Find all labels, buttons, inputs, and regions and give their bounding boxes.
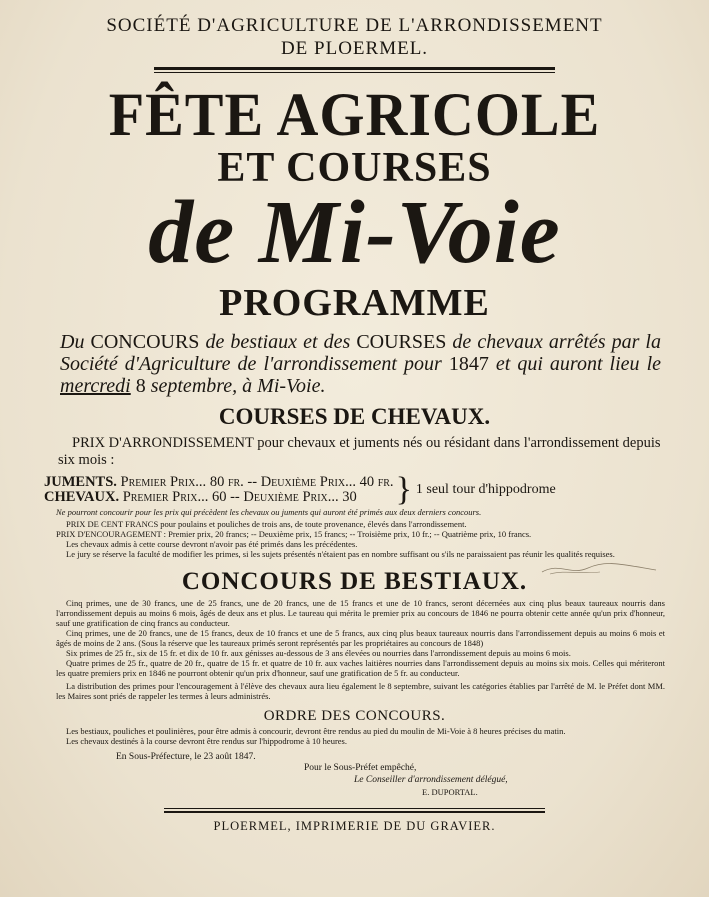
intro-year: 1847: [448, 353, 489, 375]
prix-value: 40 fr.: [355, 474, 394, 490]
concours-details: [56, 598, 665, 701]
ordre-details: [56, 726, 665, 746]
courses-details: [56, 519, 665, 559]
intro-day: mercredi: [60, 375, 131, 397]
prix-lines: [44, 475, 394, 505]
intro-paragraph: [60, 331, 661, 397]
society-line-1: SOCIÉTÉ D'AGRICULTURE DE L'ARRONDISSEMENT: [106, 15, 603, 36]
courses-note: Ne pourront concourir pour les prix qui précèdent les chevaux ou juments qui auront été primés aux deux derniers concours.: [56, 507, 482, 517]
intro-date: 8: [130, 375, 151, 397]
society-line-2: DE PLOERMEL.: [280, 38, 429, 59]
society-heading: [44, 14, 665, 60]
prix-value: 80 fr. --: [206, 474, 261, 490]
courses-admis: Les chevaux admis à cette course devront n'avoir pas été primés dans les précédentes.: [66, 539, 358, 549]
brace: }: [395, 471, 412, 508]
title-et-courses: ET COURSES: [217, 145, 492, 191]
prix-label: Premier Prix...: [122, 489, 209, 505]
concours-p2: Cinq primes, une de 20 francs, une de 15 francs, deux de 10 francs et une de 5 francs, aux cinq plus beaux taureaux nourris dans l'arrondissement depuis au moins 6 mois et âgés de moins de 2 ans. (Sous la réserve que les taureaux primés seront représentés par les propriétaires au concours de 1848): [56, 628, 665, 648]
prix-value: 30: [338, 489, 357, 505]
ordre-p2: Les chevaux destinés à la course devront être rendus sur l'hippodrome à 10 heures.: [66, 736, 347, 746]
courses-heading: COURSES DE CHEVAUX.: [218, 404, 491, 429]
ordre-heading: ORDRE DES CONCOURS.: [263, 708, 446, 724]
title-mi-voie: de Mi-Voie: [148, 183, 561, 282]
prix-cent-francs: PRIX DE CENT FRANCS pour poulains et pouliches de trois ans, de toute provenance, élevés dans l'arrondissement.: [66, 519, 467, 529]
footer-rule: [164, 808, 545, 809]
prix-value: 60 --: [208, 489, 244, 505]
signature-name: E. DUPORTAL.: [422, 787, 478, 797]
prix-row-chevaux: [44, 490, 394, 505]
intro-part-4: et qui auront lieu le: [488, 353, 662, 375]
prix-row-juments: [44, 475, 394, 490]
prix-row-head: JUMENTS.: [44, 474, 117, 490]
printer-footer: PLOERMEL, IMPRIMERIE DE DU GRAVIER.: [213, 819, 496, 833]
footer-rule-thick: [164, 811, 545, 813]
place-date: En Sous-Préfecture, le 23 août 1847.: [116, 752, 256, 762]
ordre-p1: Les bestiaux, pouliches et poulinières, pour être admis à concourir, devront être rendus au pied du moulin de Mi-Voie à 8 heures précises du matin.: [66, 726, 566, 736]
header-rule: [154, 67, 555, 70]
prix-label: Deuxième Prix...: [260, 474, 356, 490]
concours-p4: Quatre primes de 25 fr., quatre de 20 fr., quatre de 15 fr. et quatre de 10 fr. aux vaches laitières nourries dans l'arrondissement depuis au moins six mois. Celles qui mériteront les quatre premiers prix en 1846 ne pourront obtenir qu'un prix d'honneur, sauf une gratification de 5 fr. au conducteur.: [56, 658, 665, 678]
prix-table: [44, 471, 665, 508]
intro-concours: CONCOURS: [90, 331, 200, 353]
handwritten-annotation: [540, 560, 660, 578]
prix-row-head: CHEVAUX.: [44, 489, 120, 505]
header-rule-thin: [154, 72, 555, 73]
signature-delegue: Le Conseiller d'arrondissement délégué,: [354, 775, 508, 785]
signature-block: [304, 762, 665, 798]
concours-p3: Six primes de 25 fr., six de 15 fr. et dix de 10 fr. aux génisses au-dessous de 3 ans élevées ou nourries dans l'arrondissement depuis au moins 6 mois.: [66, 648, 571, 658]
prix-arrondissement: PRIX D'ARRONDISSEMENT pour chevaux et juments nés ou résidant dans l'arrondissement depuis six mois :: [58, 435, 661, 468]
prix-encouragement: PRIX D'ENCOURAGEMENT : Premier prix, 20 francs; -- Deuxième prix, 15 francs; -- Troisième prix, 10 fr.; -- Quatrième prix, 10 francs.: [56, 529, 532, 539]
concours-p5: La distribution des primes pour l'encouragement à l'élève des chevaux aura lieu également le 8 septembre, suivant les catégories établies par l'arrêté de M. le Préfet dont MM. les Maires sont priés de rappeler les termes à leurs administrés.: [56, 681, 665, 701]
concours-p1: Cinq primes, une de 30 francs, une de 25 francs, une de 20 francs, une de 15 francs et une de 10 francs, seront décernées aux cinq plus beaux taureaux nourris dans l'arrondissement depuis au moins 6 mois, âgés de deux ans et plus. Le taureau qui mérita le premier prix au concours de 1846 ne pourra obtenir cette année qu'un prix d'honneur, sauf une gratification de cinq francs au conducteur.: [56, 598, 665, 628]
signature-pour: Pour le Sous-Préfet empêché,: [304, 763, 417, 773]
concours-heading: CONCOURS DE BESTIAUX.: [181, 568, 528, 595]
intro-part-2: de bestiaux et des: [199, 331, 357, 353]
intro-courses: COURSES: [356, 331, 447, 353]
prix-label: Deuxième Prix...: [243, 489, 339, 505]
intro-part-5: septembre, à Mi-Voie.: [150, 375, 326, 397]
intro-part-1: Du: [60, 331, 91, 353]
tour-hippodrome: 1 seul tour d'hippodrome: [415, 482, 556, 497]
title-fete-agricole: FÊTE AGRICOLE: [108, 80, 601, 149]
prix-label: Premier Prix...: [120, 474, 207, 490]
intro-part-3: de chevaux arrêtés par la Société d'Agriculture de l'arrondissement pour: [60, 331, 661, 375]
title-programme: PROGRAMME: [219, 282, 490, 324]
courses-jury: Le jury se réserve la faculté de modifier les primes, si les sujets présentés n'étaient pas en nombre suffisant ou s'ils ne paraissaient pas réunir les qualités requises.: [66, 549, 615, 559]
